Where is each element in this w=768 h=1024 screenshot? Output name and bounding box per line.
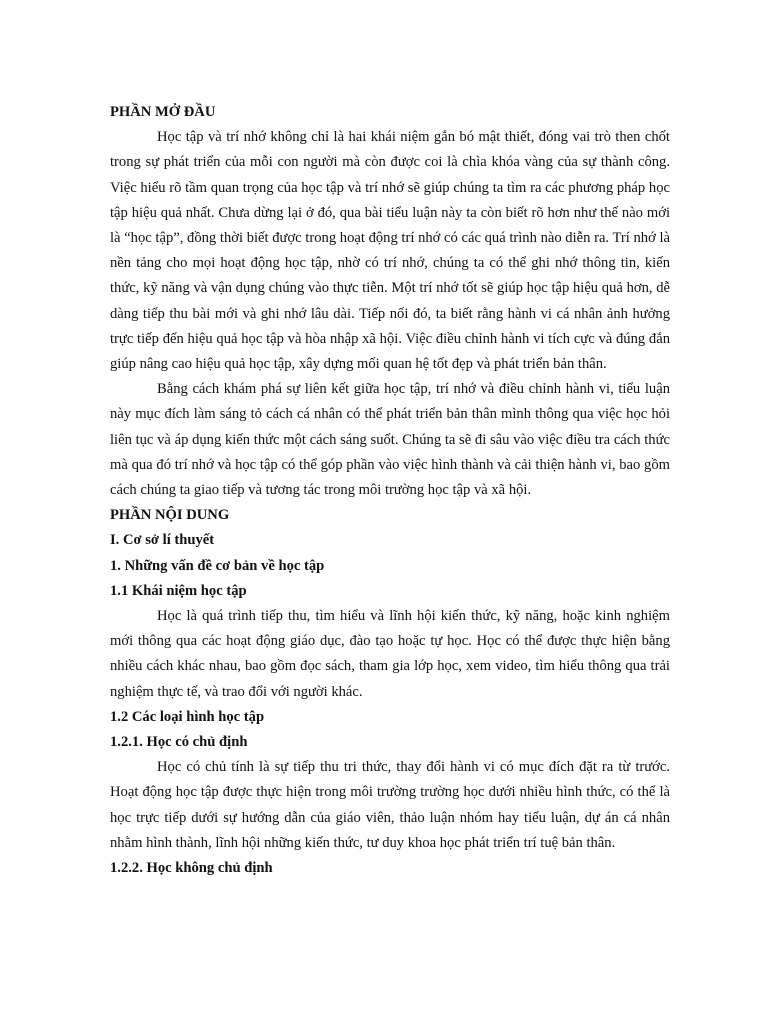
- heading-basic-issues: 1. Những vấn đề cơ bản về học tập: [110, 557, 325, 574]
- section-heading-content: PHẦN NỘI DUNG: [110, 507, 230, 524]
- heading-theory: I. Cơ sở lí thuyết: [110, 532, 215, 549]
- intentional-paragraph: Học có chủ tính là sự tiếp thu tri thức, thay đổi hành vi có mục đích đặt ra từ trước. Hoạt động học tập được thực hiện trong môi trường trường học dưới nhiều hình thức, có thể là học trực tiếp dưới sự hướng dẫn của giáo viên, thảo luận nhóm hay tiểu luận, dự án cá nhân nhằm hình thành, lĩnh hội những kiến thức, tư duy khoa học phát triển trí tuệ bản thân.: [110, 759, 670, 851]
- heading-concept: 1.1 Khái niệm học tập: [110, 582, 247, 599]
- intro-paragraph-1: Học tập và trí nhớ không chỉ là hai khái niệm gắn bó mật thiết, đóng vai trò then chốt trong sự phát triển của mỗi con người mà còn được coi là chìa khóa vàng của sự thành công. Việc hiểu rõ tầm quan trọng của học tập và trí nhớ sẽ giúp chúng ta tìm ra các phương pháp học tập hiệu quả nhất. Chưa dừng lại ở đó, qua bài tiểu luận này ta còn biết rõ hơn như thế nào mới là “học tập”, đồng thời biết được trong hoạt động trí nhớ có các quá trình nào diễn ra. Trí nhớ là nền tảng cho mọi hoạt động học tập, nhờ có trí nhớ, chúng ta có thể ghi nhớ thông tin, kiến thức, kỹ năng và vận dụng chúng vào thực tiễn. Một trí nhớ tốt sẽ giúp học tập hiệu quả hơn, dễ dàng tiếp thu bài mới và ghi nhớ lâu dài. Tiếp nối đó, ta biết rằng hành vi cá nhân ảnh hưởng trực tiếp đến hiệu quả học tập và hòa nhập xã hội. Việc điều chỉnh hành vi tích cực và đúng đắn giúp nâng cao hiệu quả học tập, xây dựng mối quan hệ tốt đẹp và phát triển bản thân.: [110, 129, 670, 373]
- document-page: [110, 100, 670, 881]
- intro-paragraph-2: Bằng cách khám phá sự liên kết giữa học tập, trí nhớ và điều chỉnh hành vi, tiểu luận này mục đích làm sáng tỏ cách cá nhân có thể phát triển bản thân mình thông qua việc học hỏi liên tục và áp dụng kiến thức một cách sáng suốt. Chúng ta sẽ đi sâu vào việc điều tra cách thức mà qua đó trí nhớ và học tập có thể góp phần vào việc hình thành và cải thiện hành vi, bao gồm cách chúng ta giao tiếp và tương tác trong môi trường học tập và xã hội.: [110, 381, 670, 499]
- concept-paragraph: Học là quá trình tiếp thu, tìm hiểu và lĩnh hội kiến thức, kỹ năng, hoặc kinh nghiệm mới thông qua các hoạt động giáo dục, đào tạo hoặc tự học. Học có thể được thực hiện bằng nhiều cách khác nhau, bao gồm đọc sách, tham gia lớp học, xem video, tìm hiểu thông qua trải nghiệm thực tế, và trao đổi với người khác.: [110, 608, 670, 700]
- section-heading-intro: PHẦN MỞ ĐẦU: [110, 104, 216, 120]
- heading-intentional: 1.2.1. Học có chủ định: [110, 734, 248, 751]
- heading-unintentional: 1.2.2. Học không chủ định: [110, 860, 273, 877]
- heading-types: 1.2 Các loại hình học tập: [110, 708, 265, 725]
